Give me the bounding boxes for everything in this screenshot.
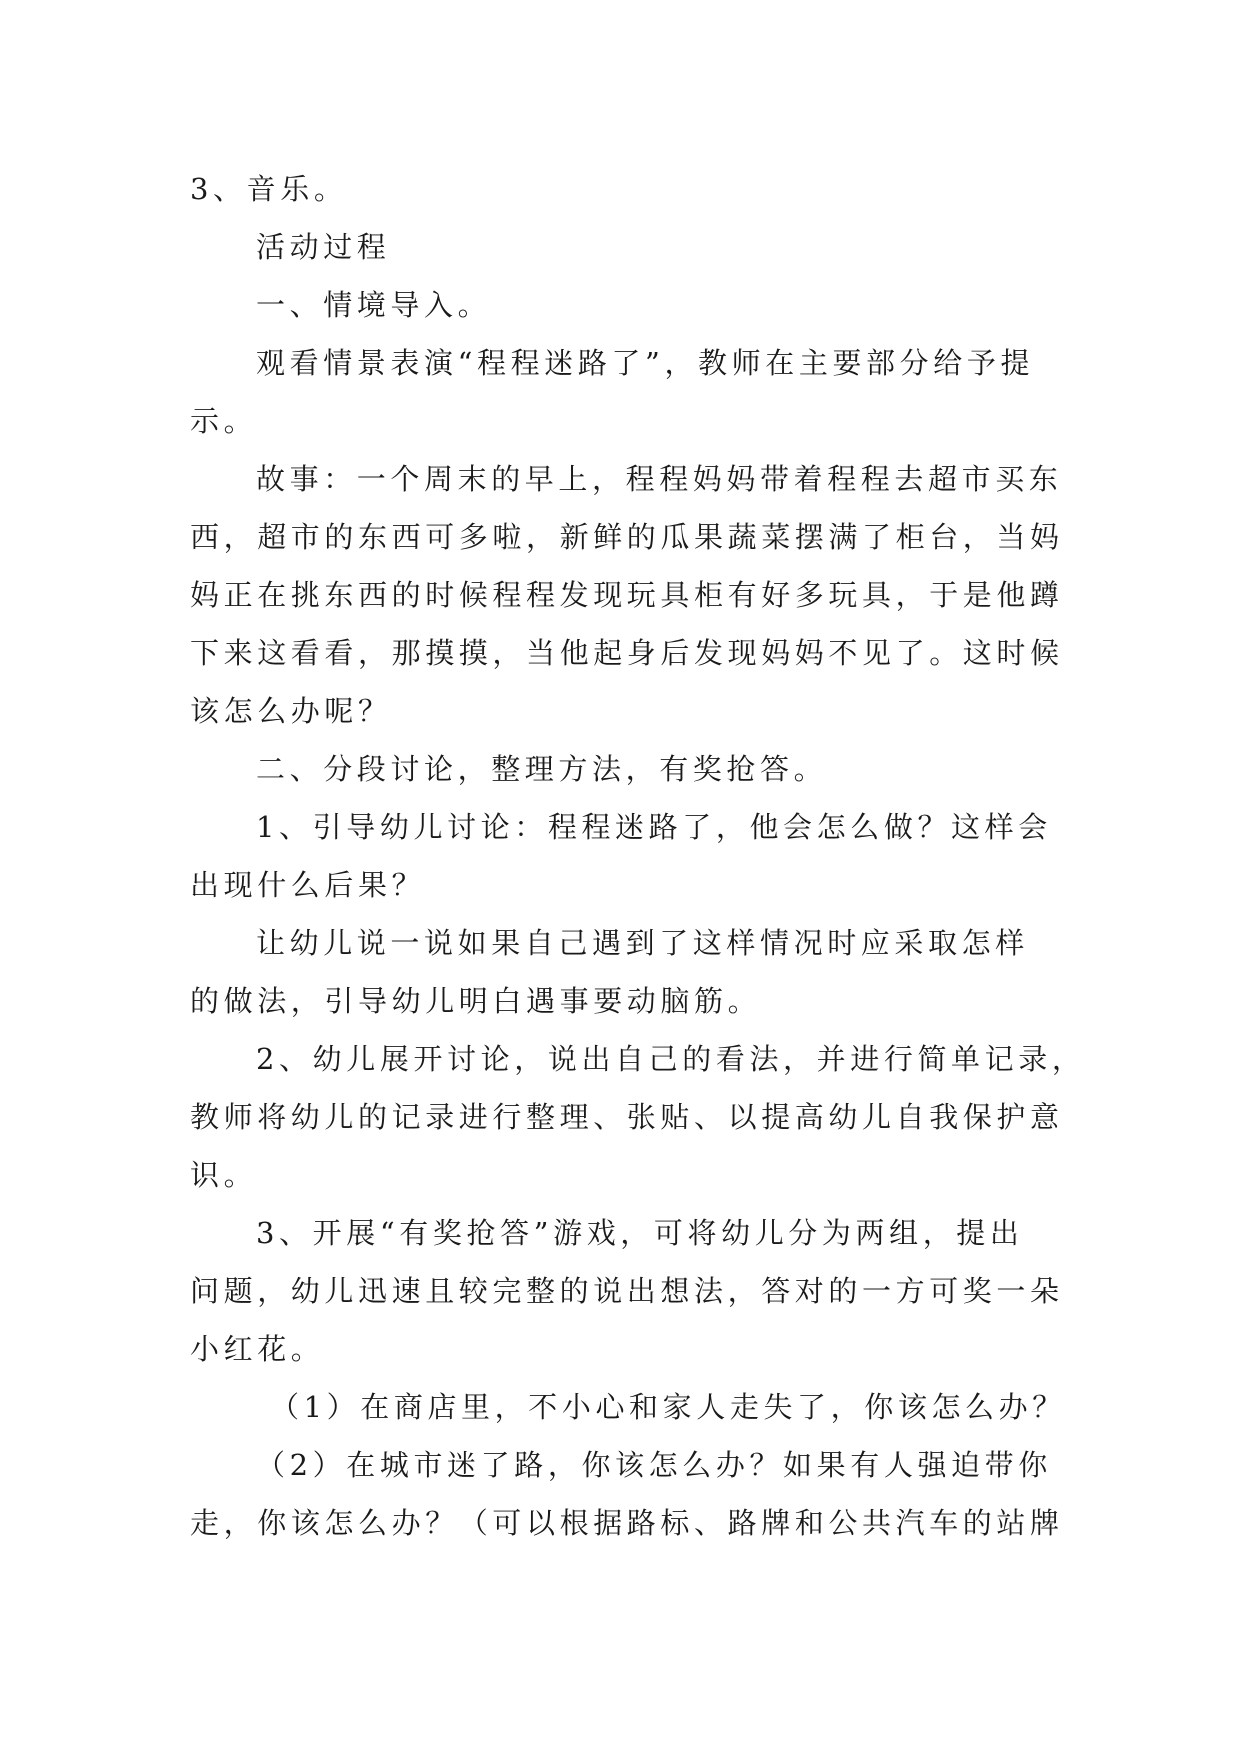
story-paragraph-line: 西，超市的东西可多啦，新鲜的瓜果蔬菜摆满了柜台，当妈 [190, 520, 1064, 554]
question-item: 走，你该怎么办？（可以根据路标、路牌和公共汽车的站牌 [190, 1506, 1064, 1540]
question-item: （2）在城市迷了路，你该怎么办？如果有人强迫带你 [256, 1448, 1052, 1482]
story-paragraph-line: 该怎么办呢？ [190, 694, 392, 728]
paragraph-line: 观看情景表演“程程迷路了”，教师在主要部分给予提 [256, 346, 1035, 380]
story-paragraph-line: 妈正在挑东西的时候程程发现玩具柜有好多玩具，于是他蹲 [190, 578, 1064, 612]
paragraph-line: 1、引导幼儿讨论：程程迷路了，他会怎么做？这样会 [256, 810, 1052, 844]
story-paragraph-line: 故事：一个周末的早上，程程妈妈带着程程去超市买东 [256, 462, 1063, 496]
paragraph-line: 小红花。 [190, 1332, 325, 1366]
question-item: （1）在商店里，不小心和家人走失了，你该怎么办？ [270, 1390, 1066, 1424]
paragraph-line: 教师将幼儿的记录进行整理、张贴、以提高幼儿自我保护意 [190, 1100, 1064, 1134]
materials-item-music: 3、音乐。 [190, 172, 348, 206]
paragraph-line: 问题，幼儿迅速且较完整的说出想法，答对的一方可奖一朵 [190, 1274, 1064, 1308]
section-heading-activity-process: 活动过程 [256, 230, 391, 264]
document-body [190, 160, 1086, 1552]
paragraph-line: 出现什么后果？ [190, 868, 426, 902]
paragraph-line: 识。 [190, 1158, 258, 1192]
story-paragraph-line: 下来这看看，那摸摸，当他起身后发现妈妈不见了。这时候 [190, 636, 1064, 670]
paragraph-line: 让幼儿说一说如果自己遇到了这样情况时应采取怎样 [256, 926, 1029, 960]
step-heading-situation-intro: 一、情境导入。 [256, 288, 492, 322]
paragraph-line: 的做法，引导幼儿明白遇事要动脑筋。 [190, 984, 762, 1018]
step-heading-discussion: 二、分段讨论，整理方法，有奖抢答。 [256, 752, 828, 786]
paragraph-line: 3、开展“有奖抢答”游戏，可将幼儿分为两组，提出 [256, 1216, 1024, 1250]
paragraph-line: 2、幼儿展开讨论，说出自己的看法，并进行简单记录， [256, 1042, 1086, 1076]
paragraph-line: 示。 [190, 404, 258, 438]
